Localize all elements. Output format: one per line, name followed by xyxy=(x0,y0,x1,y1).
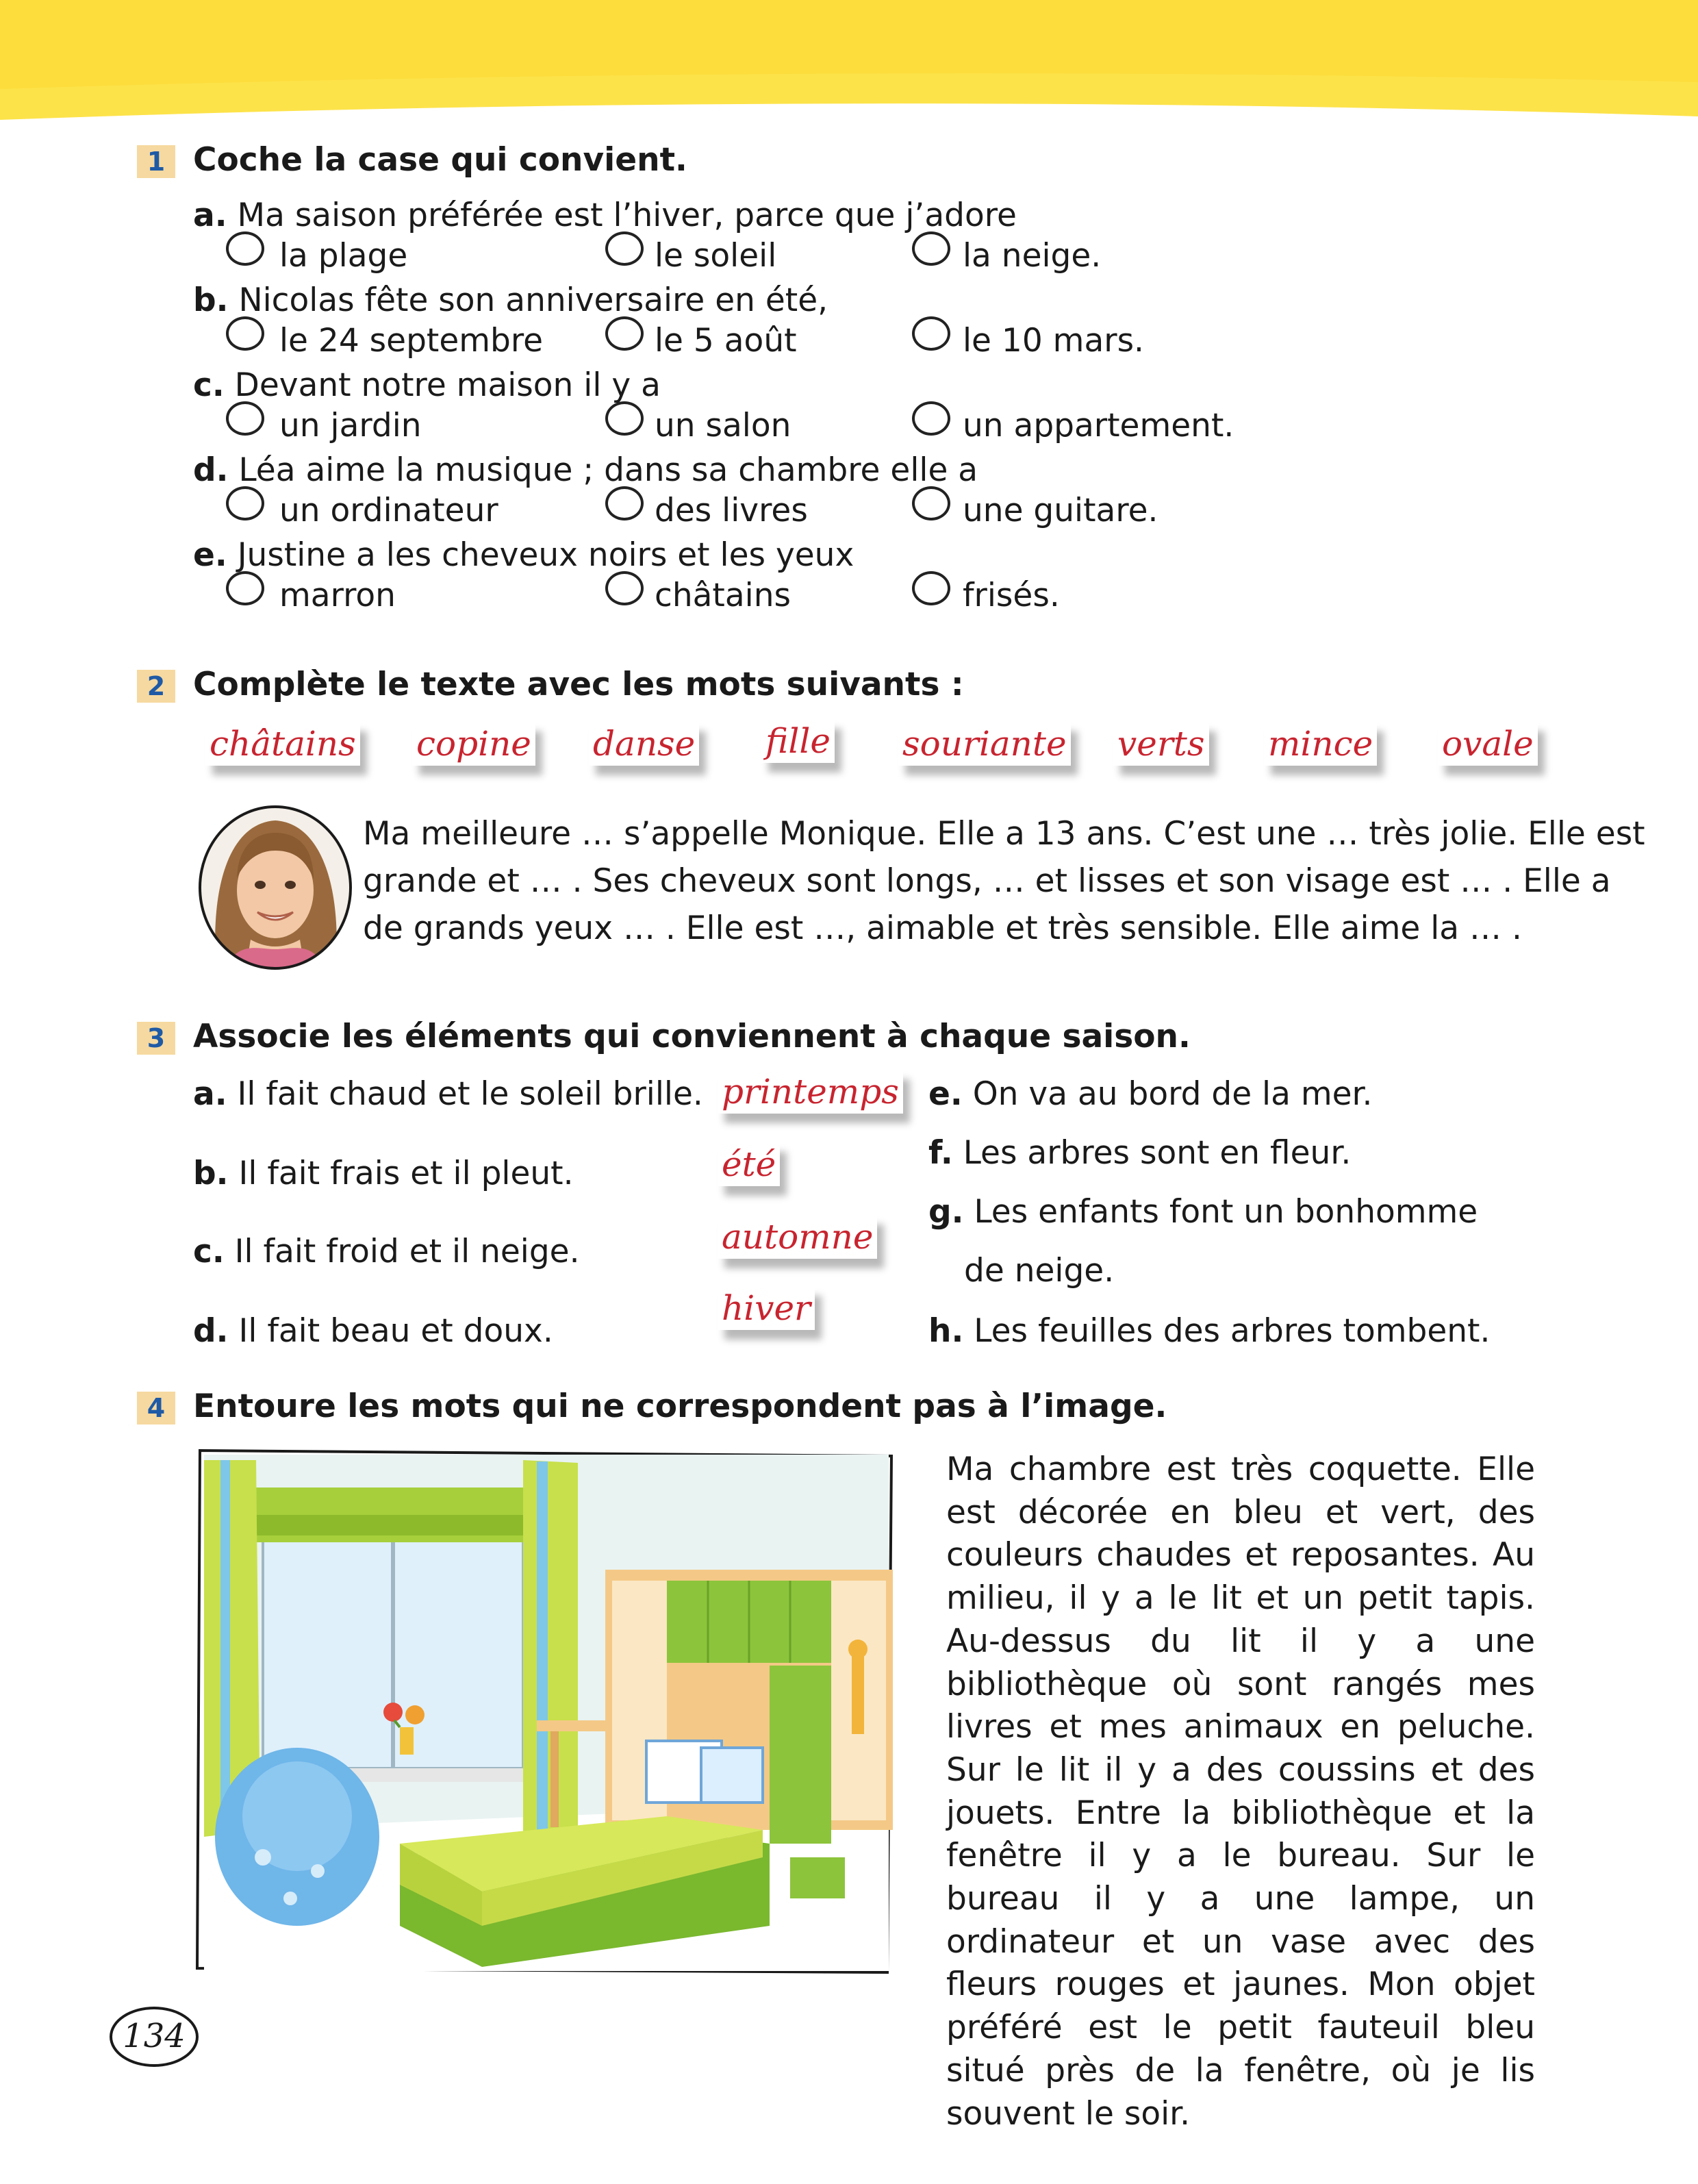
question-a: a. Ma saison préférée est l’hiver, parce que j’adore xyxy=(193,197,1017,234)
sentence-e: e. On va au bord de la mer. xyxy=(928,1075,1373,1113)
sentence-f: f. Les arbres sont en fleur. xyxy=(928,1134,1352,1172)
option-c-2: un salon xyxy=(655,407,791,444)
option-a-3: la neige. xyxy=(963,237,1102,275)
checkbox-d-3[interactable] xyxy=(912,486,950,520)
option-d-2: des livres xyxy=(655,492,808,529)
checkbox-c-1[interactable] xyxy=(226,401,264,436)
exercise-1-title: Coche la case qui convient. xyxy=(193,141,687,179)
option-e-3: frisés. xyxy=(963,577,1060,614)
sentence-a: a. Il fait chaud et le soleil brille. xyxy=(193,1075,703,1113)
exercise-3-title: Associe les éléments qui conviennent à chaque saison. xyxy=(193,1018,1191,1055)
word-chatains: châtains xyxy=(205,722,360,766)
bedroom-illustration xyxy=(194,1446,897,1978)
option-c-1: un jardin xyxy=(279,407,422,444)
option-d-1: un ordinateur xyxy=(279,492,498,529)
season-hiver: hiver xyxy=(718,1286,815,1330)
ex2-line-2: grande et … . Ses cheveux sont longs, … et lisses et son visage est … . Elle a xyxy=(363,862,1611,900)
exercise-4-title: Entoure les mots qui ne correspondent pas à l’image. xyxy=(193,1388,1167,1425)
question-c: c. Devant notre maison il y a xyxy=(193,366,661,404)
word-verts: verts xyxy=(1113,722,1209,766)
option-d-3: une guitare. xyxy=(963,492,1158,529)
checkbox-e-1[interactable] xyxy=(226,571,264,605)
checkbox-d-1[interactable] xyxy=(226,486,264,520)
season-printemps: printemps xyxy=(718,1070,903,1114)
option-b-3: le 10 mars. xyxy=(963,322,1144,360)
checkbox-c-3[interactable] xyxy=(912,401,950,436)
page-number: 134 xyxy=(110,2007,199,2067)
sentence-g: g. Les enfants font un bonhomme xyxy=(928,1193,1478,1231)
word-souriante: souriante xyxy=(898,722,1071,766)
checkbox-b-3[interactable] xyxy=(912,316,950,351)
ex4-text: Ma chambre est très coquette. Elle est décorée en bleu et vert, des couleurs chaudes et reposantes. Au milieu, il y a le lit et un petit tapis. Au-dessus du lit il y a une bibliothèque où sont rangés mes livres et mes animaux en peluche. Sur le lit il y a des coussins et des jouets. Entre la bibliothèque et la fenêtre il y a le bureau. Sur le bureau il y a une lampe, un ordinateur et un vase avec des fleurs rouges et jaunes. Mon objet préféré est le petit fauteuil bleu situé près de la fenêtre, où je lis souvent le soir. xyxy=(946,1451,1535,2133)
checkbox-c-2[interactable] xyxy=(605,401,644,436)
exercise-2-title: Complète le texte avec les mots suivants : xyxy=(193,666,964,703)
sentence-d: d. Il fait beau et doux. xyxy=(193,1312,553,1350)
word-ovale: ovale xyxy=(1438,722,1538,766)
ex2-line-3: de grands yeux … . Elle est …, aimable et très sensible. Elle aime la … . xyxy=(363,909,1522,947)
top-yellow-band xyxy=(0,0,1698,137)
exercise-2-number: 2 xyxy=(137,670,175,703)
question-d: d. Léa aime la musique ; dans sa chambre elle a xyxy=(193,451,978,489)
sentence-c: c. Il fait froid et il neige. xyxy=(193,1233,580,1270)
option-a-2: le soleil xyxy=(655,237,777,275)
option-a-1: la plage xyxy=(279,237,408,275)
checkbox-d-2[interactable] xyxy=(605,486,644,520)
word-danse: danse xyxy=(589,722,699,766)
sentence-b: b. Il fait frais et il pleut. xyxy=(193,1155,574,1192)
option-b-2: le 5 août xyxy=(655,322,797,360)
girl-portrait-image xyxy=(196,803,355,972)
option-c-3: un appartement. xyxy=(963,407,1234,444)
ex2-line-1: Ma meilleure … s’appelle Monique. Elle a 13 ans. C’est une … très jolie. Elle est xyxy=(363,815,1645,853)
checkbox-e-3[interactable] xyxy=(912,571,950,605)
checkbox-b-1[interactable] xyxy=(226,316,264,351)
question-e: e. Justine a les cheveux noirs et les yeux xyxy=(193,536,854,574)
question-b: b. Nicolas fête son anniversaire en été, xyxy=(193,281,828,319)
season-ete: été xyxy=(718,1142,780,1186)
sentence-g-continued: de neige. xyxy=(964,1252,1115,1290)
exercise-3-number: 3 xyxy=(137,1022,175,1055)
word-fille: fille xyxy=(761,719,835,763)
option-e-1: marron xyxy=(279,577,396,614)
word-copine: copine xyxy=(412,722,535,766)
checkbox-e-2[interactable] xyxy=(605,571,644,605)
word-mince: mince xyxy=(1264,722,1377,766)
checkbox-b-2[interactable] xyxy=(605,316,644,351)
exercise-4-number: 4 xyxy=(137,1392,175,1424)
checkbox-a-2[interactable] xyxy=(605,231,644,266)
option-b-1: le 24 septembre xyxy=(279,322,544,360)
exercise-1-number: 1 xyxy=(137,145,175,178)
sentence-h: h. Les feuilles des arbres tombent. xyxy=(928,1312,1491,1350)
season-automne: automne xyxy=(718,1215,877,1259)
checkbox-a-1[interactable] xyxy=(226,231,264,266)
checkbox-a-3[interactable] xyxy=(912,231,950,266)
ex2-text xyxy=(363,810,1645,952)
option-e-2: châtains xyxy=(655,577,791,614)
